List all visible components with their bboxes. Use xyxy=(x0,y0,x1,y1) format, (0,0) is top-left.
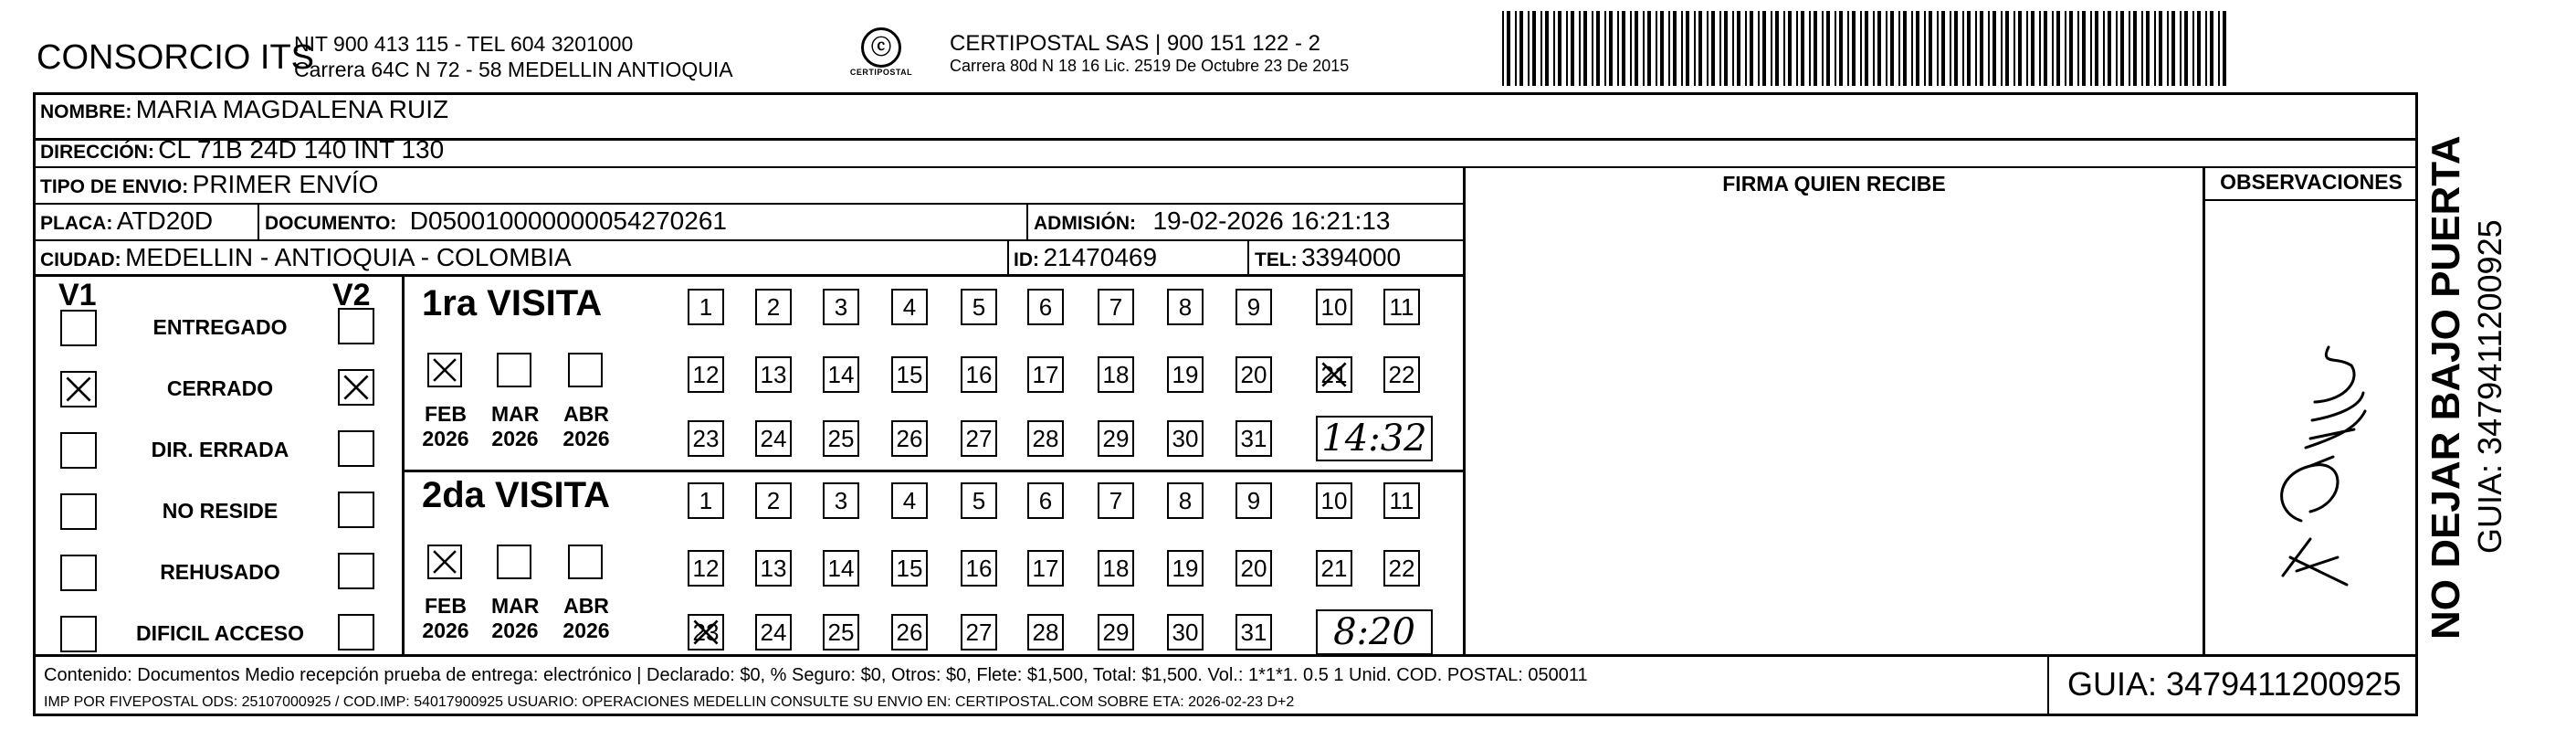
barcode-bar xyxy=(1950,11,1951,86)
visit1-day-box[interactable]: 14 xyxy=(823,356,859,393)
visit1-month-checkbox[interactable] xyxy=(568,353,603,387)
v2-status-checkbox[interactable] xyxy=(338,614,374,651)
month-name: MAR xyxy=(491,594,540,618)
observations-column-title: OBSERVACIONES xyxy=(2220,170,2403,194)
barcode-bar xyxy=(2129,11,2130,86)
v1-status-checkbox[interactable] xyxy=(60,310,97,346)
visit1-month-label xyxy=(563,402,610,451)
barcode-bar xyxy=(1519,11,1523,86)
carrier-info xyxy=(950,31,1349,76)
signature-column-title: FIRMA QUIEN RECIBE xyxy=(1722,172,1946,196)
rule xyxy=(33,203,1463,205)
barcode-bar xyxy=(1545,11,1549,86)
v1-status-checkbox[interactable] xyxy=(60,555,97,591)
barcode-bar xyxy=(1558,11,1561,86)
plate-value: ATD20D xyxy=(116,206,214,235)
shipment-type-row xyxy=(40,170,378,199)
barcode-bar xyxy=(1852,11,1856,86)
visit2-day-box[interactable]: 6 xyxy=(1027,482,1064,519)
visit2-day-box[interactable]: 17 xyxy=(1027,550,1064,587)
carrier-address: Carrera 80d N 18 16 Lic. 2519 De Octubre 23 De 2015 xyxy=(950,57,1350,75)
visit2-day-box[interactable]: 1 xyxy=(688,482,724,519)
side-warning: NO DEJAR BAJO PUERTA xyxy=(2424,135,2468,640)
barcode-bar xyxy=(2026,11,2028,86)
field-label: NOMBRE: xyxy=(40,101,132,122)
carrier-line: CERTIPOSTAL SAS | 900 151 122 - 2 xyxy=(950,31,1320,56)
visit2-day-box[interactable]: 15 xyxy=(891,550,928,587)
barcode-bar xyxy=(1583,11,1587,86)
visit2-day-box[interactable]: 27 xyxy=(961,614,997,651)
barcode-bar xyxy=(1903,11,1907,86)
barcode-bar xyxy=(2103,11,2105,86)
field-label: ID: xyxy=(1014,249,1039,270)
document-value: D050010000000054270261 xyxy=(409,206,727,235)
rule xyxy=(1026,203,1028,239)
visit1-month-label xyxy=(422,402,469,451)
plate-row xyxy=(40,206,213,236)
barcode-bar xyxy=(1980,11,1983,86)
visit1-day-box[interactable]: 25 xyxy=(823,420,859,457)
barcode-bar xyxy=(1668,11,1670,86)
barcode-bar xyxy=(1835,11,1836,86)
visit1-day-box[interactable]: 28 xyxy=(1027,420,1064,457)
barcode-bar xyxy=(1643,11,1645,86)
barcode-bar xyxy=(1873,11,1875,86)
barcode-bar xyxy=(1737,11,1740,86)
visit2-day-box[interactable]: 20 xyxy=(1235,550,1272,587)
barcode-bar xyxy=(1515,11,1517,86)
month-name: ABR xyxy=(563,402,609,426)
barcode-bar xyxy=(2218,11,2220,86)
visit1-day-box[interactable]: 29 xyxy=(1098,420,1134,457)
barcode-bar xyxy=(2013,11,2015,86)
month-year: 2026 xyxy=(563,619,610,642)
barcode-bar xyxy=(1732,11,1734,86)
barcode-bar xyxy=(1604,11,1606,86)
barcode-bar xyxy=(1502,11,1504,86)
barcode-bar xyxy=(2095,11,2098,86)
v1-status-checkbox[interactable] xyxy=(60,371,97,407)
visit2-day-box[interactable]: 11 xyxy=(1383,482,1420,519)
visit1-day-box[interactable]: 6 xyxy=(1027,289,1064,325)
visit1-day-box[interactable]: 30 xyxy=(1167,420,1204,457)
v1-label: V1 xyxy=(58,278,97,312)
barcode-bar xyxy=(2044,11,2047,86)
status-label: CERRADO xyxy=(166,376,274,400)
visit1-day-box[interactable]: 15 xyxy=(891,356,928,393)
v2-status-checkbox[interactable] xyxy=(338,492,374,528)
v2-status-checkbox[interactable] xyxy=(338,553,374,589)
visit2-day-box[interactable]: 4 xyxy=(891,482,928,519)
rule xyxy=(1463,166,1466,654)
visit2-day-box[interactable]: 29 xyxy=(1098,614,1134,651)
barcode-bar xyxy=(1694,11,1696,86)
month-name: FEB xyxy=(425,594,467,618)
rule xyxy=(33,654,2418,657)
visit2-day-box[interactable]: 22 xyxy=(1383,550,1420,587)
barcode-bar xyxy=(1656,11,1657,86)
barcode-bar xyxy=(1877,11,1881,86)
rule xyxy=(1007,239,1009,274)
visit1-day-box[interactable]: 13 xyxy=(755,356,792,393)
visit2-title: 2da VISITA xyxy=(422,475,610,515)
status-label: DIFICIL ACCESO xyxy=(135,621,304,645)
field-label: TIPO DE ENVIO: xyxy=(40,176,189,197)
rule xyxy=(33,166,2418,168)
rule xyxy=(258,203,259,239)
barcode-bar xyxy=(2133,11,2137,86)
visit2-day-box[interactable]: 21 xyxy=(1316,550,1352,587)
signature-image xyxy=(2246,329,2392,594)
admission-value: 19-02-2026 16:21:13 xyxy=(1152,206,1391,235)
visit1-day-box[interactable]: 22 xyxy=(1383,356,1420,393)
barcode-bar xyxy=(2039,11,2041,86)
visit1-day-box[interactable]: 26 xyxy=(891,420,928,457)
field-label: PLACA: xyxy=(40,213,113,234)
barcode-bar xyxy=(1814,11,1817,86)
month-name: MAR xyxy=(491,402,540,426)
visit2-month-checkbox[interactable] xyxy=(427,545,462,579)
visit2-day-box[interactable]: 2 xyxy=(755,482,792,519)
barcode-bar xyxy=(2223,11,2226,86)
barcode-bar xyxy=(2116,11,2118,86)
barcode-bar xyxy=(1911,11,1913,86)
visit2-month-label xyxy=(491,594,539,643)
visit1-day-box[interactable]: 11 xyxy=(1383,289,1420,325)
company-address: Carrera 64C N 72 - 58 MEDELLIN ANTIOQUIA xyxy=(294,58,733,81)
barcode-bar xyxy=(1796,11,1798,86)
barcode-bar xyxy=(2052,11,2054,86)
recipient-address: CL 71B 24D 140 INT 130 xyxy=(158,135,445,164)
barcode-bar xyxy=(2056,11,2060,86)
visit2-day-box[interactable]: 31 xyxy=(1235,614,1272,651)
barcode-bar xyxy=(1617,11,1619,86)
visit2-day-box[interactable]: 13 xyxy=(755,550,792,587)
id-row xyxy=(1014,243,1157,272)
nit-line: NIT 900 413 115 - TEL 604 3201000 xyxy=(294,32,634,56)
barcode-bar xyxy=(2171,11,2175,86)
visit2-day-box[interactable]: 28 xyxy=(1027,614,1064,651)
barcode-bar xyxy=(1788,11,1792,86)
barcode-bar xyxy=(2192,11,2194,86)
rule xyxy=(1247,239,1249,274)
barcode-bar xyxy=(2159,11,2162,86)
barcode-bar xyxy=(2154,11,2156,86)
barcode-bar xyxy=(1630,11,1632,86)
barcode-bar xyxy=(1865,11,1868,86)
tel-value: 3394000 xyxy=(1301,243,1402,271)
visit2-month-label xyxy=(563,594,610,643)
shipment-type: PRIMER ENVÍO xyxy=(192,170,379,198)
barcode-bar xyxy=(1924,11,1926,86)
status-label: ENTREGADO xyxy=(152,315,288,339)
visit1-day-box[interactable]: 4 xyxy=(891,289,928,325)
barcode-bar xyxy=(1860,11,1862,86)
visit1-day-box[interactable]: 23 xyxy=(688,420,724,457)
barcode-bar xyxy=(2090,11,2092,86)
barcode-bar xyxy=(1566,11,1568,86)
barcode-bar xyxy=(2146,11,2150,86)
barcode-bar xyxy=(1809,11,1811,86)
visit2-day-box[interactable]: 25 xyxy=(823,614,859,651)
recipient-name-row xyxy=(40,95,448,124)
rule xyxy=(402,274,405,654)
city-value: MEDELLIN - ANTIOQUIA - COLOMBIA xyxy=(125,243,572,271)
guide-number: GUIA: 3479411200925 xyxy=(2067,665,2402,703)
carrier-logo xyxy=(840,27,922,91)
visit2-day-box[interactable]: 24 xyxy=(755,614,792,651)
recipient-name: MARIA MAGDALENA RUIZ xyxy=(135,95,449,123)
month-name: ABR xyxy=(563,594,609,618)
barcode-bar xyxy=(1681,11,1683,86)
visit2-day-box[interactable]: 23 xyxy=(688,614,724,651)
barcode-bar xyxy=(1916,11,1919,86)
barcode-bar xyxy=(1967,11,1971,86)
visit2-day-box[interactable]: 26 xyxy=(891,614,928,651)
address-row xyxy=(40,135,444,164)
barcode-bar xyxy=(1839,11,1843,86)
barcode-bar xyxy=(2065,11,2066,86)
rule xyxy=(402,470,1463,472)
barcode-bar xyxy=(1762,11,1766,86)
field-label: DIRECCIÓN: xyxy=(40,142,154,163)
visit1-day-box[interactable]: 18 xyxy=(1098,356,1134,393)
visit1-month-label xyxy=(491,402,539,451)
barcode xyxy=(1502,11,2228,86)
visit1-day-box[interactable]: 21 xyxy=(1316,356,1352,393)
barcode-bar xyxy=(1847,11,1849,86)
barcode-bar xyxy=(2141,11,2143,86)
barcode-bar xyxy=(1660,11,1664,86)
rule xyxy=(2047,654,2049,716)
field-label: DOCUMENTO: xyxy=(265,213,397,234)
visit1-title: 1ra VISITA xyxy=(422,283,603,323)
visit1-month-checkbox[interactable] xyxy=(497,353,531,387)
visit1-month-checkbox[interactable] xyxy=(427,353,462,387)
visit1-time-box[interactable]: 14:32 xyxy=(1316,416,1433,461)
visit1-day-box[interactable]: 12 xyxy=(688,356,724,393)
barcode-bar xyxy=(1941,11,1945,86)
barcode-bar xyxy=(1698,11,1702,86)
logo-text: CERTIPOSTAL xyxy=(849,68,913,77)
barcode-bar xyxy=(2120,11,2124,86)
month-year: 2026 xyxy=(491,619,539,642)
v1-status-checkbox[interactable] xyxy=(60,493,97,530)
barcode-bar xyxy=(1507,11,1510,86)
admission-row xyxy=(1034,206,1390,236)
barcode-bar xyxy=(1686,11,1689,86)
rule xyxy=(2203,166,2205,654)
company-name: CONSORCIO ITS xyxy=(37,38,315,77)
field-label: ADMISIÓN: xyxy=(1034,213,1136,234)
month-name: FEB xyxy=(425,402,467,426)
barcode-bar xyxy=(1898,11,1900,86)
visit2-day-box[interactable]: 9 xyxy=(1235,482,1272,519)
visit1-day-box[interactable]: 3 xyxy=(823,289,859,325)
logo-mark-icon: ⓒ xyxy=(861,27,901,68)
field-label: TEL: xyxy=(1255,249,1298,270)
field-label: CIUDAD: xyxy=(40,249,121,270)
barcode-bar xyxy=(1954,11,1958,86)
barcode-bar xyxy=(1988,11,1990,86)
visit1-day-box[interactable]: 16 xyxy=(961,356,997,393)
v2-label: V2 xyxy=(332,278,371,312)
barcode-bar xyxy=(2197,11,2201,86)
barcode-bar xyxy=(2180,11,2182,86)
barcode-bar xyxy=(1822,11,1824,86)
visit2-day-box[interactable]: 8 xyxy=(1167,482,1204,519)
v1-status-checkbox[interactable] xyxy=(60,432,97,469)
visit2-day-box[interactable]: 3 xyxy=(823,482,859,519)
barcode-bar xyxy=(1707,11,1709,86)
footer-print-info: IMP POR FIVEPOSTAL ODS: 25107000925 / COD.IMP: 54017900925 USUARIO: OPERACIONES MEDELLIN CONSULTE SU ENVIO EN: CERTIPOSTAL.COM SOBRE ETA: 2026-02-23 D+2 xyxy=(44,694,1295,710)
rule xyxy=(33,274,1463,277)
status-label: NO RESIDE xyxy=(162,499,279,523)
barcode-bar xyxy=(1673,11,1677,86)
barcode-bar xyxy=(2077,11,2079,86)
barcode-bar xyxy=(1783,11,1785,86)
barcode-bar xyxy=(1890,11,1894,86)
company-info xyxy=(294,31,733,82)
barcode-bar xyxy=(1775,11,1779,86)
barcode-bar xyxy=(1975,11,1977,86)
visit1-day-box[interactable]: 7 xyxy=(1098,289,1134,325)
visit2-month-checkbox[interactable] xyxy=(497,545,531,579)
visit2-month-checkbox[interactable] xyxy=(568,545,603,579)
visit2-time-box[interactable]: 8:20 xyxy=(1316,609,1433,655)
barcode-bar xyxy=(1771,11,1772,86)
tel-row xyxy=(1255,243,1401,272)
footer-contents: Contenido: Documentos Medio recepción prueba de entrega: electrónico | Declarado: $0, % Seguro: $0, Otros: $0, Flete: $1,500, Total: $1,500. Vol.: 1*1*1. 0.5 1 Unid. COD. POSTAL: 050011 xyxy=(44,665,1588,685)
barcode-bar xyxy=(1622,11,1625,86)
barcode-bar xyxy=(1745,11,1747,86)
barcode-bar xyxy=(2018,11,2022,86)
barcode-bar xyxy=(1647,11,1651,86)
barcode-bar xyxy=(1553,11,1555,86)
barcode-bar xyxy=(1609,11,1613,86)
barcode-bar xyxy=(2184,11,2188,86)
barcode-bar xyxy=(1596,11,1600,86)
barcode-bar xyxy=(1719,11,1721,86)
barcode-bar xyxy=(2005,11,2009,86)
visit1-day-box[interactable]: 17 xyxy=(1027,356,1064,393)
visit1-day-box[interactable]: 8 xyxy=(1167,289,1204,325)
visit1-day-box[interactable]: 2 xyxy=(755,289,792,325)
barcode-bar xyxy=(1758,11,1760,86)
city-row xyxy=(40,243,572,272)
visit2-day-box[interactable]: 30 xyxy=(1167,614,1204,651)
barcode-bar xyxy=(1992,11,1996,86)
barcode-bar xyxy=(2167,11,2169,86)
visit2-day-box[interactable]: 12 xyxy=(688,550,724,587)
visit1-day-box[interactable]: 24 xyxy=(755,420,792,457)
v2-status-checkbox[interactable] xyxy=(338,308,374,344)
barcode-bar xyxy=(1750,11,1753,86)
visit2-day-box[interactable]: 14 xyxy=(823,550,859,587)
barcode-bar xyxy=(2001,11,2003,86)
visit1-day-box[interactable]: 1 xyxy=(688,289,724,325)
month-year: 2026 xyxy=(563,427,610,450)
visit2-day-box[interactable]: 18 xyxy=(1098,550,1134,587)
barcode-bar xyxy=(1592,11,1593,86)
visit2-day-box[interactable]: 7 xyxy=(1098,482,1134,519)
visit1-day-box[interactable]: 20 xyxy=(1235,356,1272,393)
status-label: DIR. ERRADA xyxy=(151,438,289,461)
barcode-bar xyxy=(1962,11,1964,86)
barcode-bar xyxy=(1801,11,1804,86)
id-value: 21470469 xyxy=(1043,243,1158,271)
barcode-bar xyxy=(1540,11,1542,86)
visit1-day-box[interactable]: 31 xyxy=(1235,420,1272,457)
status-label: REHUSADO xyxy=(160,560,280,584)
barcode-bar xyxy=(1937,11,1939,86)
barcode-bar xyxy=(1528,11,1530,86)
visit1-day-box[interactable]: 9 xyxy=(1235,289,1272,325)
barcode-bar xyxy=(1532,11,1536,86)
v1-status-checkbox[interactable] xyxy=(60,616,97,652)
visit2-month-label xyxy=(422,594,469,643)
visit2-day-box[interactable]: 19 xyxy=(1167,550,1204,587)
barcode-bar xyxy=(1635,11,1638,86)
month-year: 2026 xyxy=(422,619,469,642)
barcode-bar xyxy=(2082,11,2086,86)
visit1-day-box[interactable]: 10 xyxy=(1316,289,1352,325)
barcode-bar xyxy=(1571,11,1574,86)
month-year: 2026 xyxy=(422,427,469,450)
v2-status-checkbox[interactable] xyxy=(338,430,374,467)
v2-status-checkbox[interactable] xyxy=(338,369,374,406)
visit2-day-box[interactable]: 16 xyxy=(961,550,997,587)
barcode-bar xyxy=(2108,11,2111,86)
side-guide-number: GUIA: 3479411200925 xyxy=(2471,219,2508,554)
rule xyxy=(2203,199,2418,201)
month-year: 2026 xyxy=(491,427,539,450)
barcode-bar xyxy=(1724,11,1728,86)
barcode-bar xyxy=(2069,11,2073,86)
barcode-bar xyxy=(1826,11,1830,86)
barcode-bar xyxy=(2031,11,2035,86)
barcode-bar xyxy=(1579,11,1581,86)
document-row xyxy=(265,206,727,236)
barcode-bar xyxy=(1711,11,1715,86)
visit1-day-box[interactable]: 19 xyxy=(1167,356,1204,393)
visit1-day-box[interactable]: 27 xyxy=(961,420,997,457)
barcode-bar xyxy=(2210,11,2213,86)
barcode-bar xyxy=(2205,11,2207,86)
barcode-bar xyxy=(1886,11,1887,86)
visit2-day-box[interactable]: 5 xyxy=(961,482,997,519)
barcode-bar xyxy=(1929,11,1932,86)
visit2-day-box[interactable]: 10 xyxy=(1316,482,1352,519)
visit1-day-box[interactable]: 5 xyxy=(961,289,997,325)
